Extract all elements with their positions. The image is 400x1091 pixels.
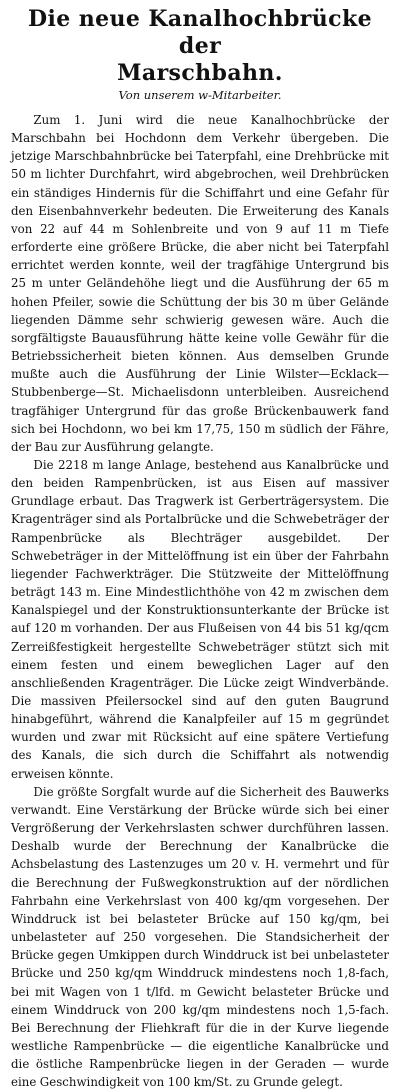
article-paragraph-2: Die 2218 m lange Anlage, bestehend aus Kanalbrücke und den beiden Rampenbrücken, ist aus Eisen auf massiver Grundlage erbaut. Das Tragwerk ist Gerberträgersystem. Die Kragenträger sind als Portalbrücke und die Schwebeträger der Rampenbrücke als Blechträger ausgebildet. Der Schwebeträger in der Mittelöffnung ist ein über der Fahrbahn liegender Fachwerkträger. Die Stützweite der Mittelöffnung beträgt 143 m. Eine Mindestlichthöhe von 42 m zwischen dem Kanalspiegel und der Konstruktionsunterkante der Brücke ist auf 120 m vorhanden. Der aus Flußeisen von 44 bis 51 kg/qcm Zerreißfestigkeit hergestellte Schwebeträger stützt sich mit einem festen und einem beweglichen Lager auf den anschließenden Kragenträger. Die Lücke zeigt Windverbände. Die massiven Pfeilersockel sind auf den guten Baugrund hinabgeführt, während die Kanalpfeiler auf 15 m gegründet wurden und zwar mit Rücksicht auf eine spätere Vertiefung des Kanals, die sich durch die Schiffahrt als notwendig erweisen könnte. (11, 457, 389, 781)
article-title (11, 6, 389, 87)
article-byline: Von unserem w-Mitarbeiter. (118, 88, 282, 102)
article-title-line-2: Marschbahn. (117, 60, 283, 86)
article-title-line-1: Die neue Kanalhochbrücke der (28, 6, 372, 59)
article-paragraph-1: Zum 1. Juni wird die neue Kanalhochbrücke der Marschbahn bei Hochdonn dem Verkehr übergeben. Die jetzige Marschbahnbrücke bei Taterpfahl, eine Drehbrücke mit 50 m lichter Durchfahrt, wird abgebrochen, weil Drehbrücken ein ständiges Hindernis für die Schiffahrt und eine Gefahr für den Eisenbahnverkehr bedeuten. Die Erweiterung des Kanals von 22 auf 44 m Sohlenbreite und von 9 auf 11 m Tiefe erforderte eine größere Brücke, die aber nicht bei Taterpfahl errichtet werden konnte, weil der tragfähige Untergrund bis 25 m unter Geländehöhe liegt und die Ausführung der 65 m hohen Pfeiler, sowie die Schüttung der bis 30 m über Gelände liegenden Dämme sehr schwierig gewesen wäre. Auch die sorgfältigste Bauausführung hätte keine volle Gewähr für die Betriebssicherheit bieten können. Aus demselben Grunde mußte auch die Ausführung der Linie Wilster—Ecklack—Stubbenberge—St. Michaelisdonn unterbleiben. Ausreichend tragfähiger Untergrund für das große Brückenbauwerk fand sich bei Hochdonn, wo bei km 17,75, 150 m südlich der Fähre, der Bau zur Ausführung gelangte. (11, 113, 389, 454)
article-paragraph-3: Die größte Sorgfalt wurde auf die Sicherheit des Bauwerks verwandt. Eine Verstärkung der Brücke würde sich bei einer Vergrößerung der Verkehrslasten schwer durchführen lassen. Deshalb wurde der Berechnung der Kanalbrücke die Achsbelastung des Lastenzuges um 20 v. H. vermehrt und für die Berechnung der Fußwegkonstruktion auf der nördlichen Fahrbahn eine Verkehrslast von 400 kg/qm vorgesehen. Der Winddruck ist bei belasteter Brücke auf 150 kg/qm, bei unbelasteter auf 250 vorgesehen. Die Standsicherheit der Brücke gegen Umkippen durch Winddruck ist bei unbelasteter Brücke und 250 kg/qm Winddruck mindestens noch 1,8-fach, bei mit Wagen von 1 t/lfd. m Gewicht belasteter Brücke und einem Winddruck von 200 kg/qm mindestens noch 1,5-fach. Bei Berechnung der Fliehkraft für die in der Kurve liegende westliche Rampenbrücke — die eigentliche Kanalbrücke und die östliche Rampenbrücke liegen in der Geraden — wurde eine Geschwindigkeit von 100 km/St. zu Grunde gelegt. (11, 784, 389, 1090)
